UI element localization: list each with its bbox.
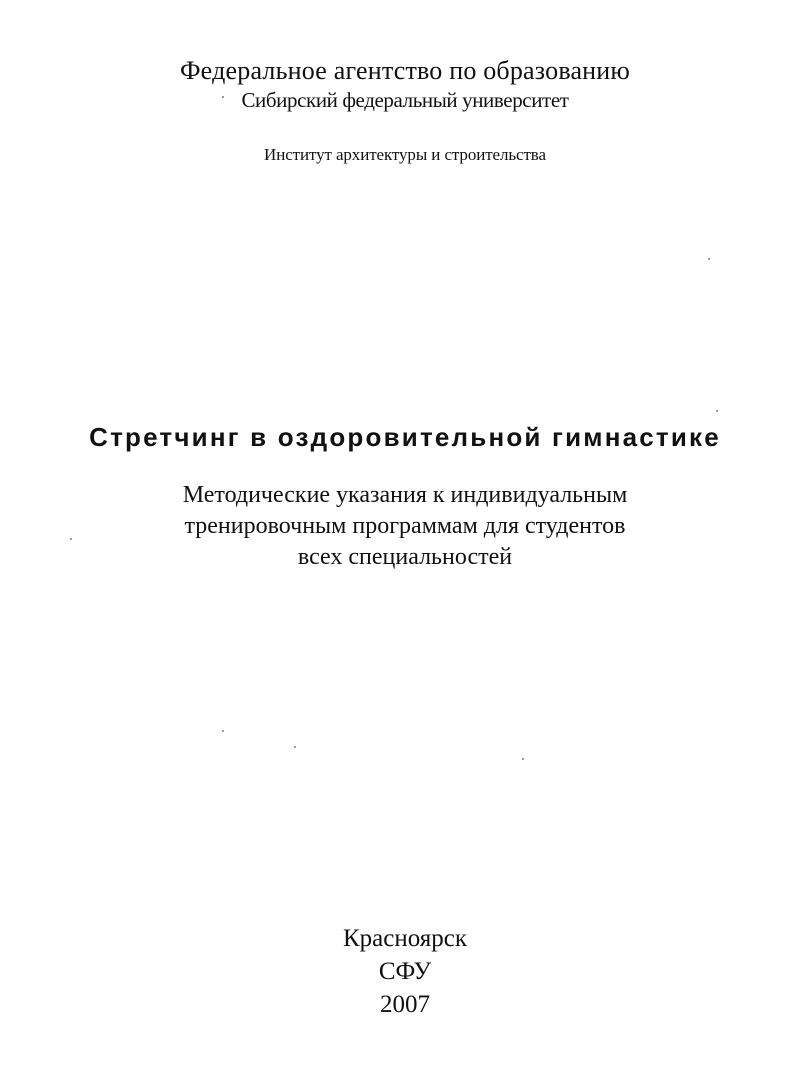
document-subtitle [0, 480, 810, 573]
scan-speck [716, 410, 718, 412]
scan-speck [522, 758, 524, 760]
scan-speck [222, 730, 224, 732]
imprint-year: 2007 [380, 991, 430, 1018]
imprint-publisher: СФУ [378, 958, 432, 985]
subtitle-line-2: тренировочным программам для студентов [184, 513, 626, 539]
imprint-city: Красноярск [342, 925, 467, 952]
institute-name: Институт архитектуры и строительства [264, 145, 546, 164]
subtitle-line-3: всех специальностей [297, 544, 513, 570]
scan-speck [222, 96, 224, 98]
scan-speck [70, 538, 72, 540]
imprint-block [0, 922, 810, 1021]
university-name: Сибирский федеральный университет [241, 88, 569, 112]
scan-speck [708, 258, 710, 260]
document-title: Стретчинг в оздоровительной гимнастике [89, 422, 721, 452]
scan-speck [294, 746, 296, 748]
subtitle-line-1: Методические указания к индивидуальным [182, 482, 628, 508]
agency-name: Федеральное агентство по образованию [179, 56, 631, 85]
